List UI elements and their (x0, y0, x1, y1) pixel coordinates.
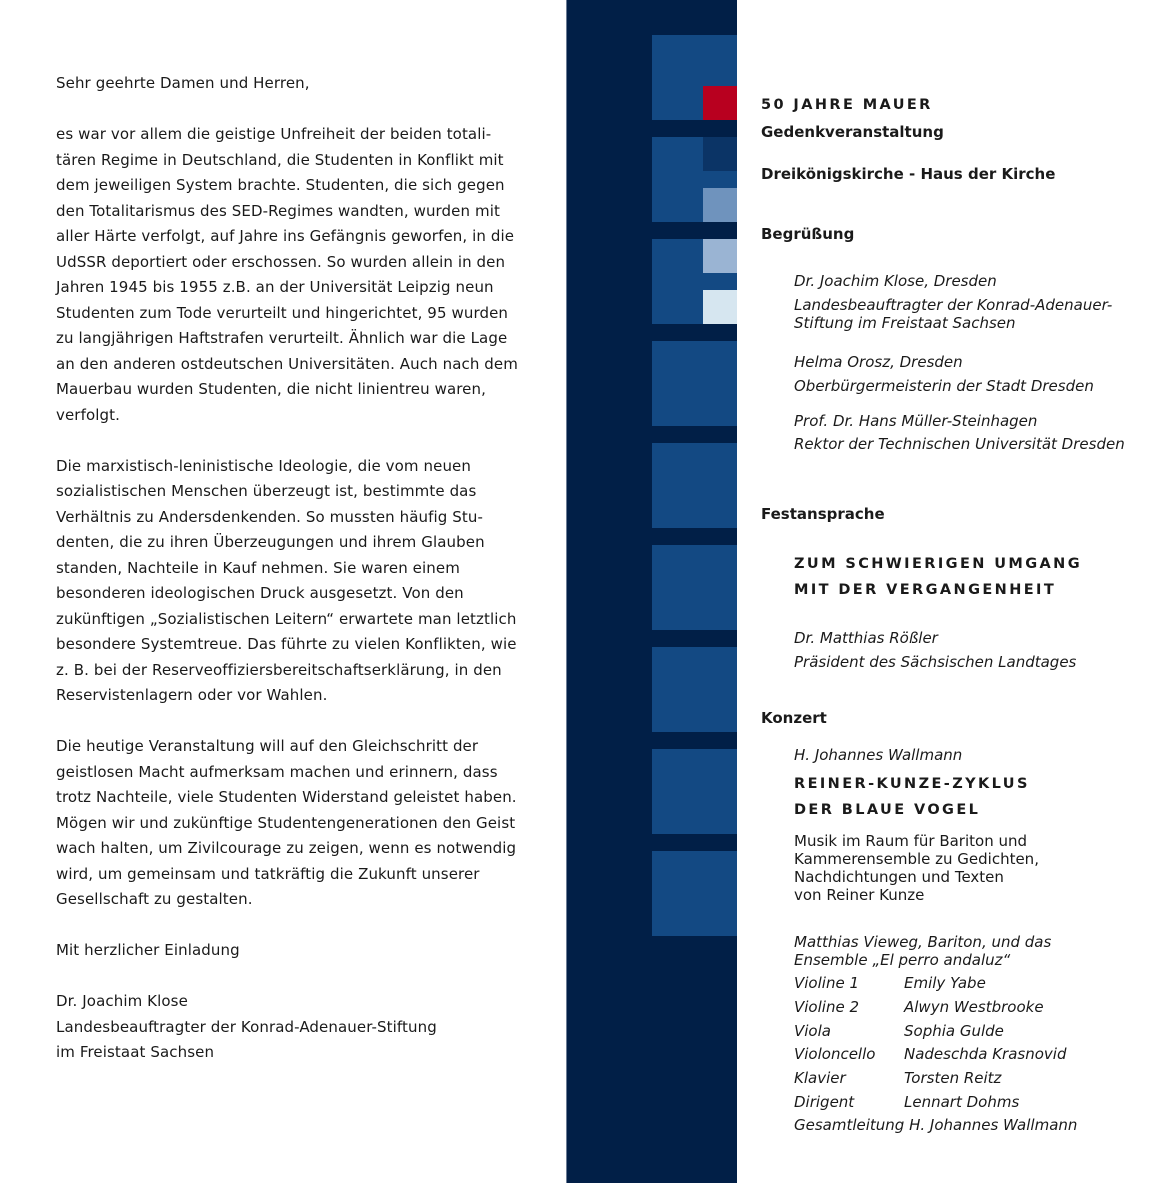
decorative-band (566, 0, 737, 1183)
accent-square-navy (703, 137, 737, 171)
performer-role: Dirigent (794, 1093, 855, 1111)
letter-signature-name: Dr. Joachim Klose (56, 992, 188, 1010)
performer-row (794, 1069, 1002, 1087)
band-square (652, 341, 737, 426)
performer-role: Viola (794, 1022, 831, 1040)
performer-name: Lennart Dohms (904, 1093, 1020, 1111)
welcome-speaker-name: Prof. Dr. Hans Müller-Steinhagen (794, 412, 1038, 430)
accent-square-light (703, 239, 737, 273)
letter-salutation: Sehr geehrte Damen und Herren, (56, 74, 310, 92)
keynote-speaker-role: Präsident des Sächsischen Landtages (794, 653, 1077, 671)
letter-column (56, 71, 526, 1066)
performer-name: Alwyn Westbrooke (904, 998, 1044, 1016)
welcome-speaker-role: Oberbürgermeisterin der Stadt Dresden (794, 377, 1094, 395)
welcome-speaker-name: Helma Orosz, Dresden (794, 353, 963, 371)
band-square (652, 749, 737, 834)
performer-role: Violine 1 (794, 974, 859, 992)
keynote-title-line-2: MIT DER VERGANGENHEIT (794, 582, 1057, 598)
performer-role: Violoncello (794, 1045, 876, 1063)
section-heading-welcome: Begrüßung (761, 225, 855, 243)
letter-closing: Mit herzlicher Einladung (56, 941, 240, 959)
performer-row (794, 998, 1044, 1016)
welcome-speaker-role: Landesbeauftragter der Konrad-Adenauer- Stiftung im Freistaat Sachsen (794, 296, 1113, 332)
performer-name: Torsten Reitz (904, 1069, 1002, 1087)
welcome-speaker-role: Rektor der Technischen Universität Dresden (794, 435, 1125, 453)
event-subtitle: Gedenkveranstaltung (761, 123, 944, 141)
performer-row (794, 1093, 1020, 1111)
band-square (652, 647, 737, 732)
section-heading-concert: Konzert (761, 709, 827, 727)
performer-name: Emily Yabe (904, 974, 986, 992)
performer-name: Sophia Gulde (904, 1022, 1004, 1040)
performer-role: Klavier (794, 1069, 846, 1087)
accent-square-pale (703, 290, 737, 324)
performer-name: Nadeschda Krasnovid (904, 1045, 1067, 1063)
performer-role: Violine 2 (794, 998, 859, 1016)
accent-square-mid (703, 188, 737, 222)
letter-paragraph-2: Die marxistisch-leninistische Ideologie, die vom neuen sozialistischen Menschen überzeugt ist, bestimmte das Verhältnis zu Andersdenkenden. So mussten häufig Stu- denten, die zu ihren Überzeugungen und ihrem Glauben standen, Nachteile in Kauf nehmen. Sie waren einem besonderen ideologischen Druck ausgesetzt. Von den zukünftigen „Sozialistischen Leitern“ erwartete man letztlich besondere Systemtreue. Das führte zu vielen Konflikten, wie z. B. bei der Reserveoffiziersbereitschaftserklärung, in den Reservistenlagern oder vor Wahlen. (56, 456, 517, 704)
performer-row (794, 1045, 1067, 1063)
band-square (652, 443, 737, 528)
performer-row (794, 1022, 1004, 1040)
letter-paragraph-3: Die heutige Veranstaltung will auf den Gleichschritt der geistlosen Macht aufmerksam machen und erinnern, dass trotz Nachteile, viele Studenten Widerstand geleistet haben. Mögen wir und zukünftige Studentengenerationen den Geist wach halten, um Zivilcourage zu zeigen, wenn es notwendig wird, um gemeinsam und tatkräftig die Zukunft unserer Gesellschaft zu gestalten. (56, 737, 517, 908)
band-square (652, 545, 737, 630)
letter-signature-title: Landesbeauftragter der Konrad-Adenauer-Stiftung im Freistaat Sachsen (56, 1017, 437, 1061)
concert-composer: H. Johannes Wallmann (794, 746, 963, 764)
concert-work-line-1: REINER-KUNZE-ZYKLUS (794, 776, 1030, 792)
concert-overall-direction: Gesamtleitung H. Johannes Wallmann (794, 1116, 1078, 1134)
event-title: 50 JAHRE MAUER (761, 97, 933, 113)
concert-work-line-2: DER BLAUE VOGEL (794, 802, 981, 818)
event-venue: Dreikönigskirche - Haus der Kirche (761, 165, 1056, 183)
letter-paragraph-1: es war vor allem die geistige Unfreiheit der beiden totali- tären Regime in Deutschland, die Studenten in Konflikt mit dem jeweiligen System brachte. Studenten, die sich gegen den Totalitarismus des SED-Regimes wandten, wurden mit aller Härte verfolgt, auf Jahre ins Gefängnis geworfen, in die UdSSR deportiert oder erschossen. So wurden allein in den Jahren 1945 bis 1955 z.B. an der Universität Leipzig neun Studenten zum Tode verurteilt und hingerichtet, 95 wurden zu langjährigen Haftstrafen verurteilt. Ähnlich war die Lage an den anderen ostdeutschen Universitäten. Auch nach dem Mauerbau wurden Studenten, die nicht linientreu waren, verfolgt. (56, 125, 518, 424)
welcome-speaker-name: Dr. Joachim Klose, Dresden (794, 272, 997, 290)
section-heading-keynote: Festansprache (761, 505, 885, 523)
concert-ensemble: Matthias Vieweg, Bariton, und das Ensemble „El perro andaluz“ (794, 933, 1052, 969)
concert-description: Musik im Raum für Bariton und Kammerensemble zu Gedichten, Nachdichtungen und Texten von Reiner Kunze (794, 832, 1039, 904)
accent-square-red (703, 86, 737, 120)
keynote-title-line-1: ZUM SCHWIERIGEN UMGANG (794, 556, 1082, 572)
band-square (652, 851, 737, 936)
performer-row (794, 974, 986, 992)
keynote-speaker: Dr. Matthias Rößler (794, 629, 938, 647)
